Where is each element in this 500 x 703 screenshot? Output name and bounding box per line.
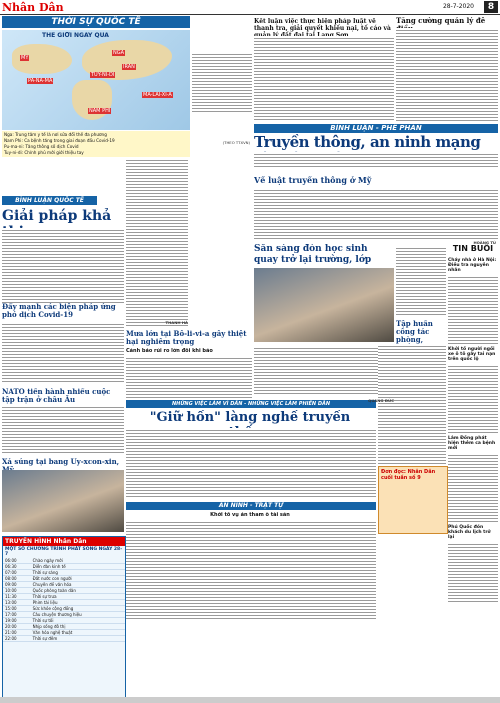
- map-label: NGA: [113, 50, 125, 56]
- schedule-program: Văn hóa nghệ thuật: [31, 630, 125, 636]
- headline-giu-hon: "Giữ hồn" làng nghề truyền: [149, 410, 351, 425]
- schedule-program: Chào ngày mới: [31, 558, 125, 564]
- headline-tap-huan: Tập huấn công tác phòng,: [396, 320, 433, 344]
- main-headline: Truyền thông, an ninh mạng: [254, 134, 481, 151]
- section-world: THỜI SỰ QUỐC TẾ: [2, 16, 190, 28]
- masthead: [0, 0, 500, 14]
- divider: [0, 14, 500, 15]
- schedule-row: [3, 636, 125, 642]
- world-map: [2, 30, 190, 130]
- schedule-program: Phim tài liệu: [31, 600, 125, 606]
- headline-tang-cuong: Tăng cường quản lý đê: [396, 17, 486, 25]
- credit: THANH HÀ: [165, 320, 188, 325]
- map-legend: [2, 131, 190, 157]
- brief-item: Phú Quốc đón khách du lịch trở lại: [448, 525, 491, 540]
- article-text: [396, 246, 446, 316]
- page-number: 8: [484, 1, 498, 13]
- headline-canh-bao: Cảnh báo rủi ro lớn đối khi bảo: [126, 348, 213, 354]
- brand-logo: Nhân Dân: [2, 1, 64, 14]
- article-text: [2, 405, 124, 455]
- headline-giai-phap: Giải pháp khả: [2, 208, 112, 224]
- headline-khoi-to: Khởi tố vụ án tham ô tài sản: [210, 512, 290, 518]
- promo-title: Đơn đọc: Nhân Dân cuối tuần số 9: [381, 469, 436, 481]
- credit: HOÀNG TÚ: [473, 240, 496, 245]
- schedule-program: Câu chuyện thương hiệu: [31, 612, 125, 618]
- main-lead: [254, 152, 498, 168]
- schedule-program: Quốc phòng toàn dân: [31, 588, 125, 594]
- article-text: [126, 356, 252, 398]
- credit: (THEO TTXVN): [222, 140, 250, 145]
- section-review: BÌNH LUẬN - PHÊ PHÁN: [254, 124, 498, 133]
- tin-buoi-list: [448, 256, 498, 616]
- article-text: [2, 228, 124, 303]
- school-photo: [254, 268, 394, 342]
- schedule-time: 15:00: [3, 606, 31, 612]
- article-text: [2, 322, 124, 382]
- section-security: AN NINH - TRẬT TỰ: [126, 502, 376, 510]
- footer-strip: [0, 697, 500, 703]
- legend-item: Pu-ma-ni: Tăng thông số dịch Covid: [4, 144, 79, 149]
- promo-box: [378, 466, 448, 534]
- credit: QUANG ĐỨC: [368, 398, 394, 403]
- schedule-time: 11:30: [3, 594, 31, 600]
- section-commentary: BÌNH LUẬN QUỐC TẾ: [2, 196, 97, 205]
- schedule-time: 22:00: [3, 636, 31, 642]
- article-text: [254, 188, 498, 240]
- headline-xa-sung: Xả súng tại bang Uy-xcon-xin,: [2, 458, 120, 466]
- schedule-time: 08:00: [3, 576, 31, 582]
- schedule-program: Thời sự sáng: [31, 570, 125, 576]
- map-label: PA-NA-MA: [28, 78, 53, 84]
- headline-san-sang: Sẵn sàng đón học sinh quay trở lại trường, lớp: [254, 244, 372, 265]
- article-text: [396, 28, 498, 122]
- tv-schedule: [2, 536, 126, 698]
- schedule-program: Đất nước con người: [31, 576, 125, 582]
- brief-text: [448, 275, 498, 345]
- schedule-time: 10:00: [3, 588, 31, 594]
- schedule-time: 07:00: [3, 570, 31, 576]
- schedule-time: 19:00: [3, 618, 31, 624]
- schedule-subtitle: MỘT SỐ CHƯƠNG TRÌNH PHÁT SÓNG NGÀY 28-7: [5, 547, 123, 557]
- article-text: [126, 158, 188, 328]
- schedule-program: Thời sự tối: [31, 618, 125, 624]
- section-tin-buoi: TIN BUỔI: [452, 244, 494, 253]
- schedule-time: 20:00: [3, 624, 31, 630]
- schedule-time: 09:00: [3, 582, 31, 588]
- continent-shape: [72, 80, 112, 120]
- legend-item: Nga: Trung tâm y tế là nơi sửa đổi thế đa phương: [4, 132, 107, 137]
- schedule-table: [3, 558, 125, 642]
- legend-item: Tuy-ni-di: Chính phủ mới giới thiệu tay: [4, 150, 84, 155]
- schedule-program: Nhịp sống đô thị: [31, 624, 125, 630]
- article-text: [378, 344, 446, 464]
- map-label: IRAN: [123, 64, 135, 70]
- news-column-text: [192, 52, 252, 112]
- schedule-time: 17:00: [3, 612, 31, 618]
- headline-nato: NATO tiến hành nhiều cuộc tập trận ở châu Âu: [2, 388, 111, 404]
- schedule-title: TRUYỀN HÌNH Nhân Dân: [3, 537, 125, 546]
- news-photo: [2, 470, 124, 532]
- brief-text: [448, 542, 498, 602]
- schedule-time: 06:00: [3, 558, 31, 564]
- schedule-program: Sức khỏe cộng đồng: [31, 606, 125, 612]
- map-label: MỸ: [21, 55, 29, 61]
- schedule-program: Thời sự trưa: [31, 594, 125, 600]
- issue-date: 28-7-2020: [442, 3, 474, 10]
- map-title: THẾ GIỚI NGÀY QUA: [42, 32, 109, 39]
- brief-text: [448, 364, 498, 434]
- map-label: NAM PHI: [89, 108, 111, 114]
- brief-item: Cháy nhà ở Hà Nội: Điều tra nguyên nhân: [448, 258, 497, 273]
- brief-text: [448, 453, 498, 523]
- headline-ve-luat: Về luật truyền thông ở Mỹ: [254, 176, 372, 185]
- headline-day-manh: Đẩy mạnh các biện pháp ứng phó dịch Covid-19: [2, 303, 116, 319]
- brief-item: Lâm Đồng phát hiện thêm ca bệnh mới: [448, 436, 496, 451]
- headline-kiet-luat: Kết luận việc thực hiện pháp luật về thanh tra, giải quyết khiếu nại, tố cáo và: [254, 18, 391, 32]
- legend-item: Nam Phi: Ca bệnh tăng trong giai đoạn đầu Covid-19: [4, 138, 115, 143]
- schedule-program: Diễn đàn kinh tế: [31, 564, 125, 570]
- article-text: [254, 346, 394, 396]
- schedule-program: Thời sự đêm: [31, 636, 125, 642]
- section-people: NHỮNG VIỆC LÀM VÌ DÂN - NHỮNG VIỆC LÀM PHIỀN DÂN: [126, 400, 376, 408]
- map-label: MA-LAI-XI-A: [143, 92, 172, 98]
- map-label: TUY-NI-DI: [91, 72, 115, 78]
- headline-mua-lon: Mưa lớn tại Bô-li-vi-a gây thiệt hại nghiêm trọng: [126, 330, 247, 346]
- article-text: [254, 36, 394, 122]
- article-text: [126, 520, 376, 620]
- article-text: [126, 428, 376, 498]
- schedule-program: Chuyên đề văn hóa: [31, 582, 125, 588]
- brief-item: Khởi tố người ngồi xe ô tô gây tai nạn trên quốc lộ: [448, 347, 496, 362]
- schedule-time: 13:00: [3, 600, 31, 606]
- schedule-time: 06:30: [3, 564, 31, 570]
- schedule-time: 21:00: [3, 630, 31, 636]
